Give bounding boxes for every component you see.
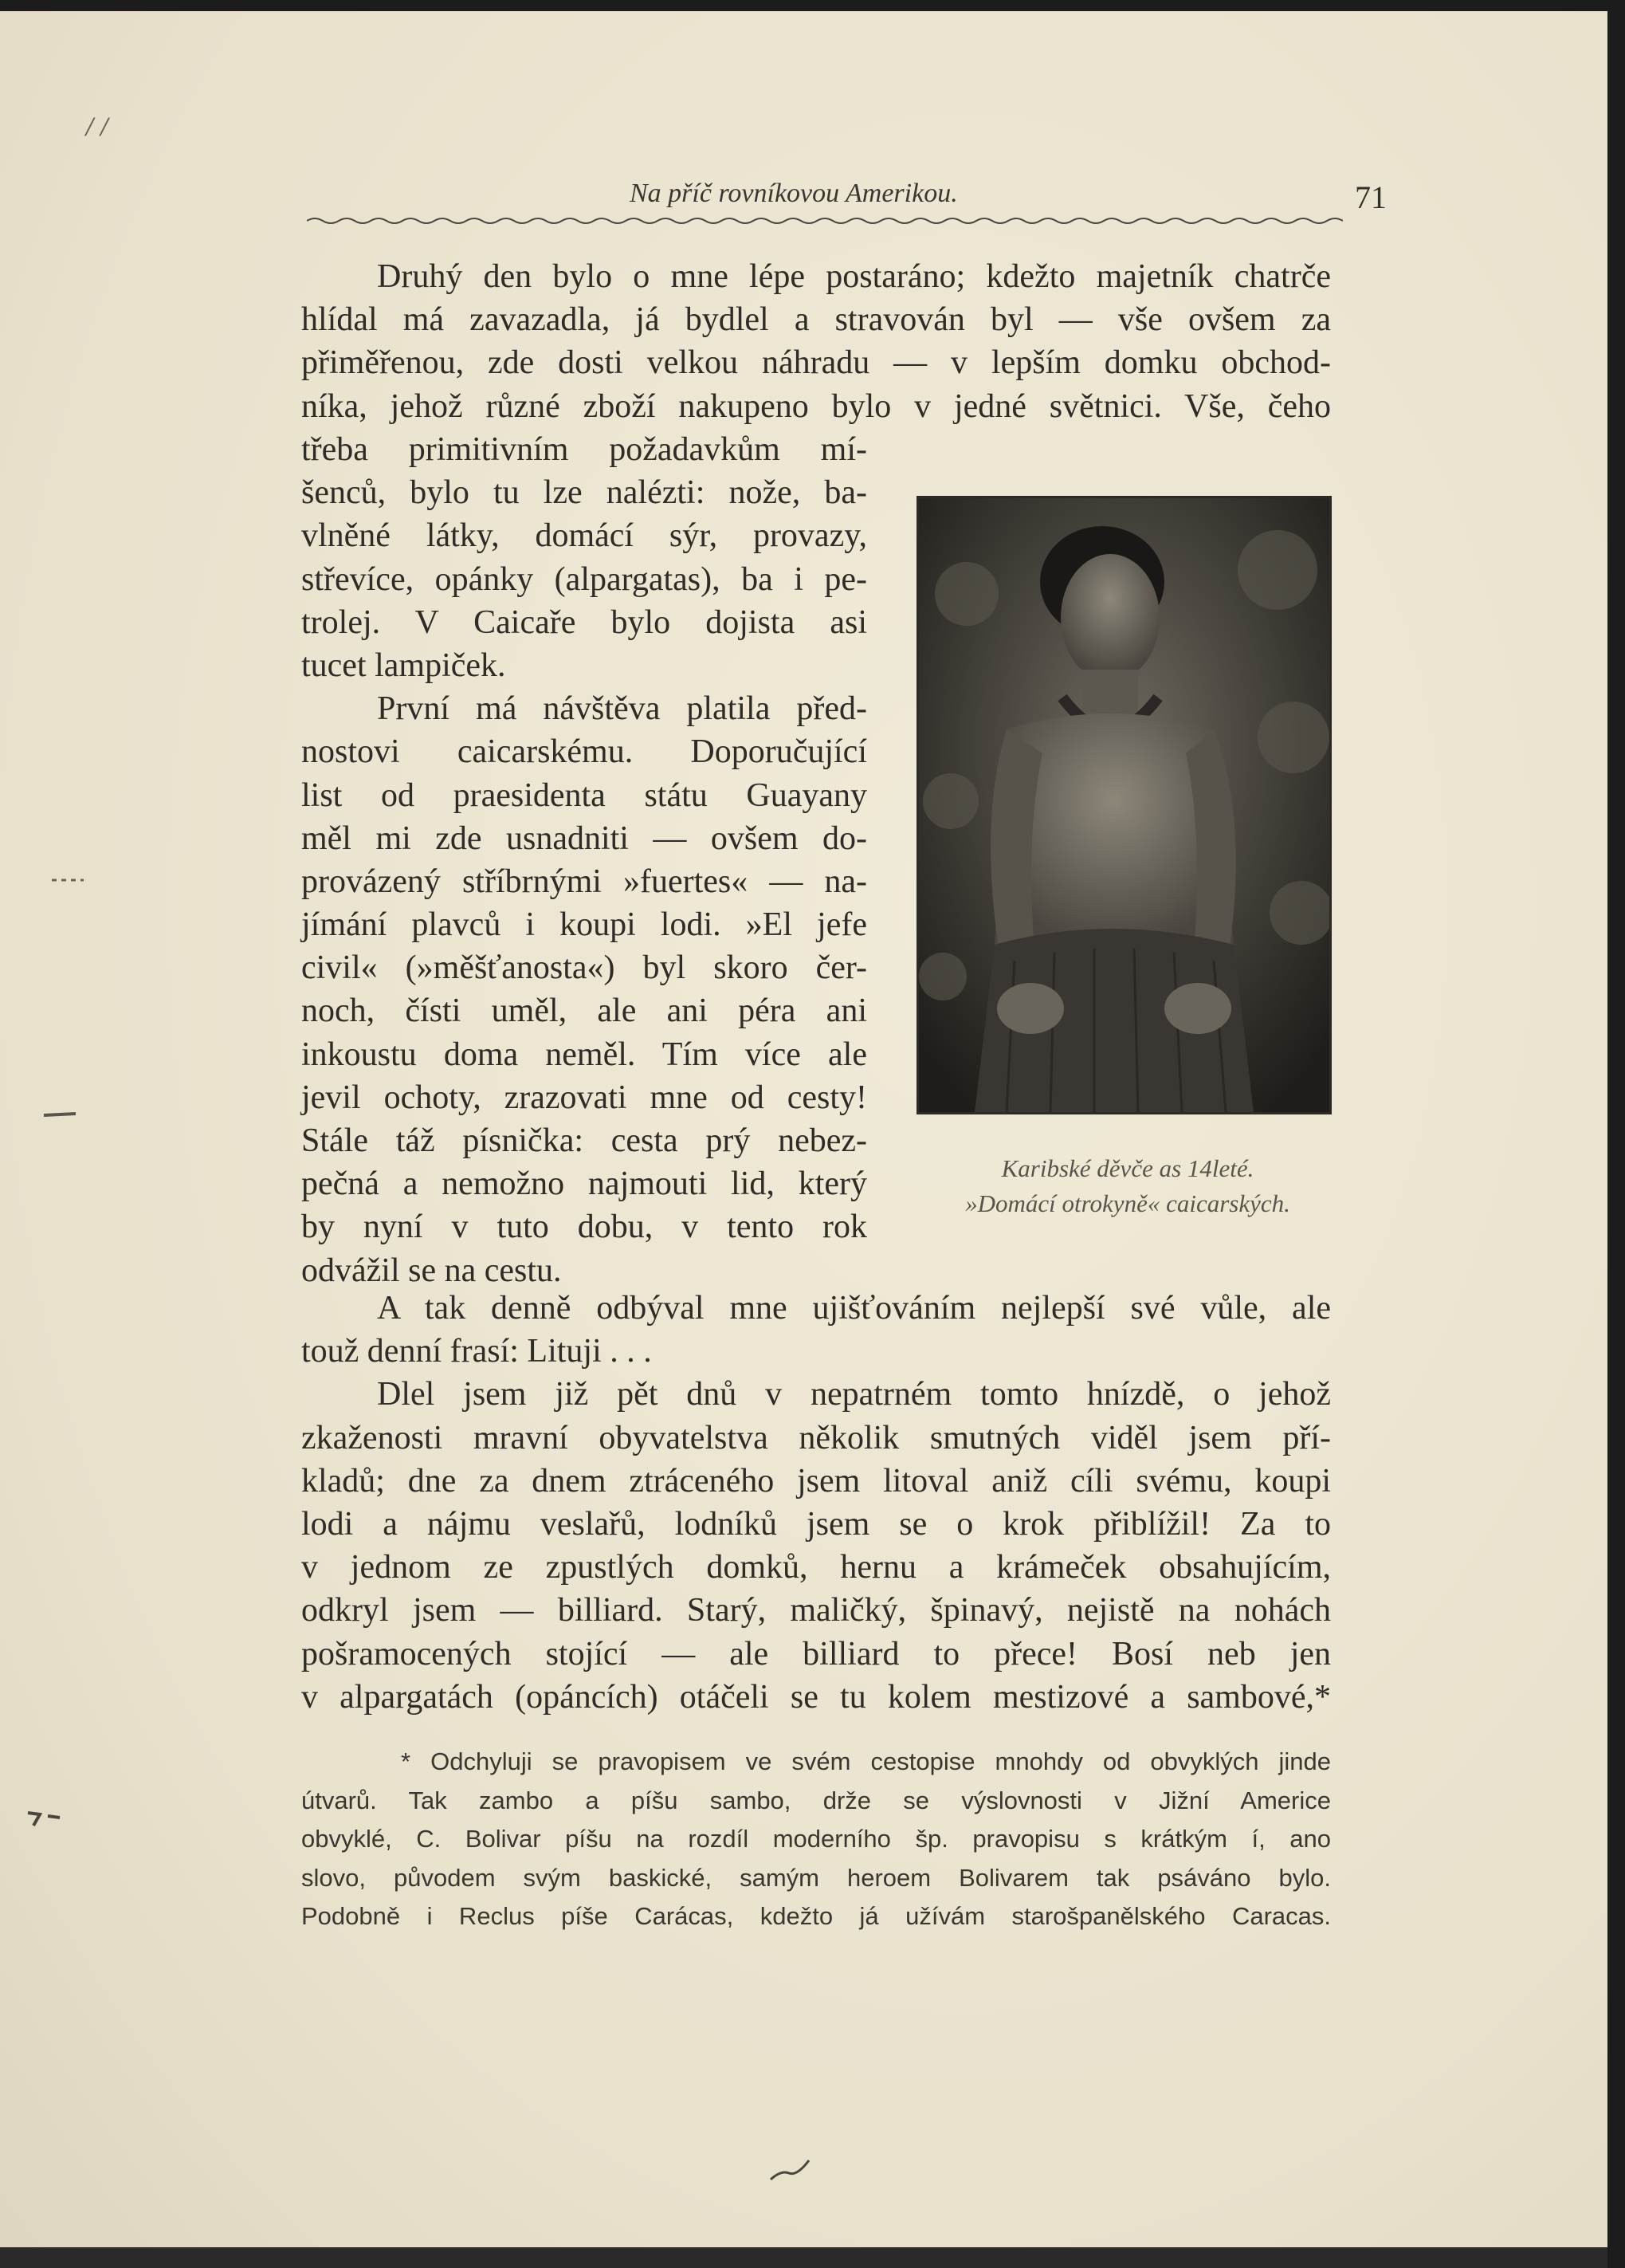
text-line: by nyní v tuto dobu, v tento rok (301, 1209, 867, 1246)
photograph-image (919, 498, 1329, 1112)
narrow-column (301, 428, 867, 1292)
text-line: odkryl jsem — billiard. Starý, maličký, špinavý, nejistě na nohách (301, 1592, 1331, 1629)
text-line: v jednom ze zpustlých domků, hernu a krámeček obsahujícím, (301, 1549, 1331, 1586)
margin-mark (48, 872, 88, 888)
margin-mark (24, 1805, 72, 1829)
page-number: 71 (1355, 179, 1387, 215)
text-line: přiměřenou, zde dosti velkou náhradu — v lepším domku obchod- (301, 344, 1331, 382)
text-line: Dlel jsem již pět dnů v nepatrném tomto hnízdě, o jehož (377, 1376, 1331, 1413)
text-line: zkaženosti mravní obyvatelstva několik smutných viděl jsem pří- (301, 1419, 1331, 1456)
text-line: vlněné látky, domácí sýr, provazy, (301, 517, 867, 555)
text-line: trolej. V Caicaře bylo dojista asi (301, 603, 867, 641)
text-line: noch, čísti uměl, ale ani péra ani (301, 992, 867, 1030)
text-line: A tak denně odbýval mne ujišťováním nejlepší své vůle, ale (377, 1290, 1331, 1327)
text-line: Druhý den bylo o mne lépe postaráno; kdežto majetník chatrče (377, 258, 1331, 295)
text-line: inkoustu doma neměl. Tím více ale (301, 1036, 867, 1073)
text-line: nostovi caicarskému. Doporučující (301, 733, 867, 771)
pencil-mark: / / (86, 113, 108, 140)
photograph (917, 496, 1332, 1114)
book-page (0, 11, 1607, 2247)
text-line: lodi a nájmu veslařů, lodníků jsem se o krok přiblížil! Za to (301, 1505, 1331, 1543)
paragraph-3-4 (301, 1287, 1331, 1719)
text-line: touž denní frasí: Lituji . . . (301, 1333, 652, 1370)
caption-line-2: »Domácí otrokyně« caicarských. (965, 1189, 1290, 1217)
photo-caption (909, 1151, 1347, 1221)
text-line: jevil ochoty, zrazovati mne od cesty! (301, 1079, 867, 1116)
text-line: První má návštěva platila před- (377, 690, 867, 728)
footnote-line: slovo, původem svým baskické, samým heroem Bolivarem tak psáváno bylo. (301, 1863, 1331, 1892)
footnote-line: obvyklé, C. Bolivar píšu na rozdíl moderního šp. pravopisu s krátkým í, ano (301, 1825, 1331, 1853)
text-line: hlídal má zavazadla, já bydlel a stravován byl — vše ovšem za (301, 301, 1331, 339)
footnote-line: útvarů. Tak zambo a píšu sambo, drže se výslovnosti v Jižní Americe (301, 1786, 1331, 1814)
text-line: níka, jehož různé zboží nakupeno bylo v jedné světnici. Vše, čeho (301, 387, 1331, 425)
footnote (301, 1743, 1331, 1936)
text-line: šenců, bylo tu lze nalézti: nože, ba- (301, 474, 867, 512)
text-line: pošramocených stojící — ale billiard to přece! Bosí neb jen (301, 1635, 1331, 1673)
scan-border-top (0, 0, 1625, 11)
text-line: tucet lampiček. (301, 647, 506, 684)
text-line: kladů; dne za dnem ztráceného jsem litoval aniž cíli svému, koupi (301, 1462, 1331, 1500)
footnote-line: Podobně i Reclus píše Carácas, kdežto já užívám starošpanělského Caracas. (301, 1902, 1331, 1930)
text-line: provázený stříbrnými »fuertes« — na- (301, 863, 867, 900)
ornamental-rule (307, 214, 1343, 226)
text-line: list od praesidenta státu Guayany (301, 776, 867, 814)
text-line: pečná a nemožno najmouti lid, který (301, 1165, 867, 1203)
pencil-squiggle (769, 2156, 817, 2187)
running-title: Na příč rovníkovou Amerikou. (630, 179, 958, 208)
caption-line-1: Karibské děvče as 14leté. (1001, 1154, 1254, 1182)
text-line: jímání plavců i koupi lodi. »El jefe (301, 906, 867, 944)
margin-mark (40, 1107, 80, 1123)
text-line: střevíce, opánky (alpargatas), ba i pe- (301, 560, 867, 598)
text-line: odvážil se na cestu. (301, 1252, 562, 1289)
text-line: Stále táž písnička: cesta prý nebez- (301, 1122, 867, 1159)
paragraph-1-full (301, 255, 1331, 428)
text-line: třeba primitivním požadavkům mí- (301, 431, 867, 468)
text-line: civil« (»měšťanosta«) byl skoro čer- (301, 949, 867, 987)
text-line: v alpargatách (opáncích) otáčeli se tu kolem mestizové a sambové,* (301, 1678, 1331, 1716)
footnote-line: * Odchyluji se pravopisem ve svém cestopise mnohdy od obvyklých jinde (401, 1747, 1331, 1775)
scan-border-right (1607, 0, 1625, 2268)
text-line: měl mi zde usnadniti — ovšem do- (301, 820, 867, 857)
